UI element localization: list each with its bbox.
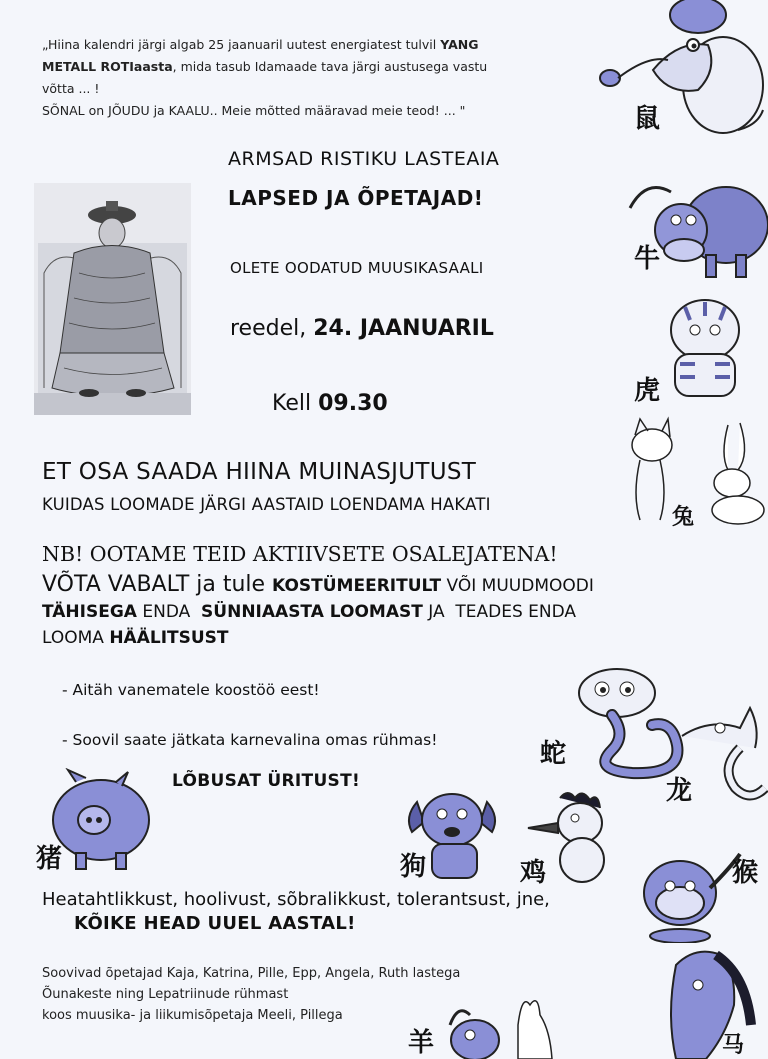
intro-line3: võtta ... ! — [42, 81, 100, 96]
instr-p1-big: VÕTA VABALT ja tule — [42, 572, 273, 597]
goat-icon — [440, 985, 560, 1059]
dragon-character: 龙 — [666, 776, 693, 806]
emperor-portrait — [34, 183, 191, 415]
rooster-character: 鸡 — [520, 858, 547, 888]
date-prefix: reedel, — [230, 316, 314, 341]
instr-p3-start: LOOMA — [42, 628, 110, 648]
instr-p1-rest: VÕI MUUDMOODI — [441, 576, 594, 596]
tale-line2: KUIDAS LOOMADE JÄRGI AASTAID LOENDAMA HAKATI — [42, 495, 491, 514]
dog-character: 狗 — [400, 852, 427, 882]
dragon-icon — [680, 688, 768, 808]
heading-line1: ARMSAD RISTIKU LASTEAIA — [228, 148, 500, 170]
snake-character: 蛇 — [540, 739, 567, 769]
instr-p1-bold: KOSTÜMEERITULT — [272, 576, 442, 596]
nb-notice: NB! OOTAME TEID AKTIIVSETE OSALEJATENA! — [42, 542, 558, 566]
rat-character: 鼠 — [634, 104, 661, 134]
ox-character: 牛 — [634, 244, 661, 274]
tale-line1: ET OSA SAADA HIINA MUINASJUTUST — [42, 459, 477, 485]
intro-quote — [42, 34, 582, 122]
instr-p2-bold2: SÜNNIAASTA LOOMAST — [201, 602, 423, 622]
horse-character: 马 — [722, 1032, 745, 1058]
bullet-carnival: - Soovil saate jätkata karnevalina omas rühmas! — [62, 731, 438, 749]
tiger-character: 虎 — [634, 376, 661, 406]
instr-p3-bold: HÄÄLITSUST — [109, 628, 229, 648]
horse-icon — [656, 945, 768, 1059]
fun-event-text: LÕBUSAT ÜRITUST! — [172, 771, 361, 791]
instr-p2-bold1: TÄHISEGA — [42, 602, 137, 622]
wishes-line1: Heatahtlikkust, hoolivust, sõbralikkust, tolerantsust, jne, — [42, 889, 550, 910]
instr-p2-mid2: JA TEADES ENDA — [422, 602, 577, 622]
event-date — [230, 316, 494, 341]
event-time — [272, 391, 388, 416]
instr-p2-mid1: ENDA — [136, 602, 202, 622]
signature-line1: Soovivad õpetajad Kaja, Katrina, Pille, Epp, Angela, Ruth lastega — [42, 966, 461, 981]
intro-line4: SÕNAL on JÕUDU ja KAALU.. Meie mõtted määravad meie teod! ... " — [42, 103, 466, 118]
rabbit-character: 兔 — [672, 504, 695, 530]
time-bold: 09.30 — [318, 391, 388, 416]
intro-line2-bold: METALL ROTIaasta — [42, 59, 173, 74]
intro-line2-rest: , mida tasub Idamaade tava järgi austusega vastu — [172, 59, 488, 74]
venue-text: OLETE OODATUD MUUSIKASAALI — [230, 259, 484, 277]
goat-character: 羊 — [408, 1028, 435, 1058]
time-prefix: Kell — [272, 391, 319, 416]
tiger-icon — [650, 292, 760, 402]
signature-line2: Õunakeste ning Lepatriinude rühmast — [42, 987, 289, 1002]
intro-line1: „Hiina kalendri järgi algab 25 jaanuaril uutest energiatest tulvil — [42, 37, 441, 52]
snake-icon — [572, 665, 690, 780]
pig-character: 猪 — [36, 844, 63, 874]
monkey-character: 猴 — [732, 858, 759, 888]
signature — [42, 963, 460, 1026]
bullet-thanks: - Aitäh vanematele koostöö eest! — [62, 681, 320, 699]
date-bold: 24. JAANUARIL — [313, 316, 494, 341]
instructions — [42, 572, 732, 651]
heading-line2: LAPSED JA ÕPETAJAD! — [228, 186, 484, 210]
intro-line1-bold: YANG — [440, 37, 479, 52]
signature-line3: koos muusika- ja liikumisõpetaja Meeli, Pillega — [42, 1008, 343, 1023]
wishes-line2: KÕIKE HEAD UUEL AASTAL! — [74, 913, 356, 934]
rat-icon — [598, 0, 768, 140]
